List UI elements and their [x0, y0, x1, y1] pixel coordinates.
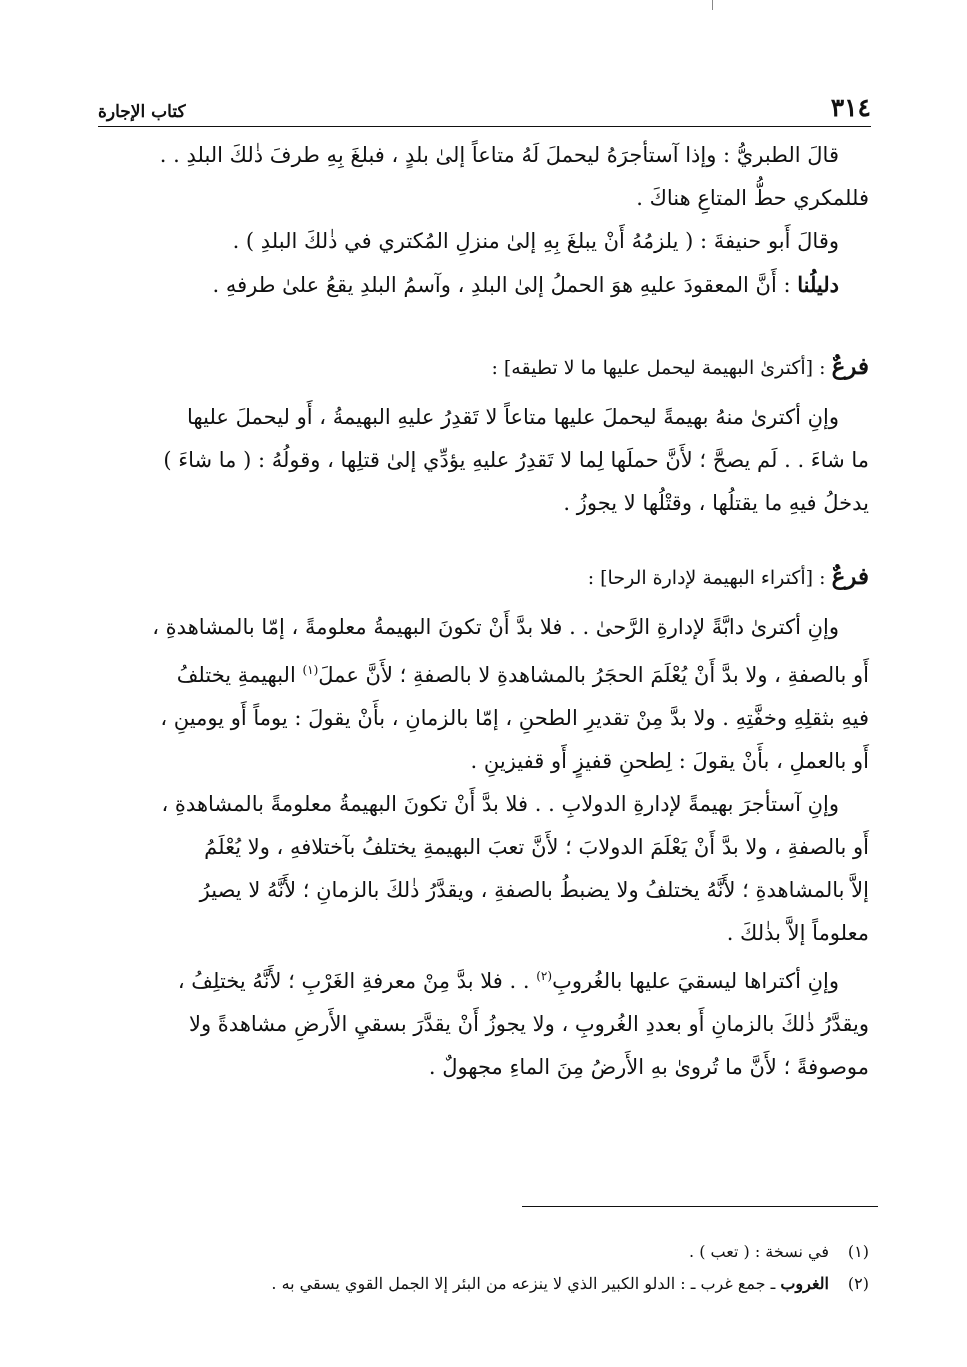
scan-mark [712, 0, 713, 10]
footnote-divider [522, 1206, 878, 1207]
running-title: كتاب الإجارة [98, 102, 186, 122]
spacer [100, 525, 869, 557]
text-line: أَو بالصفةِ ، ولا بدَّ أَنْ يَعْلَمَ الدولابَ ؛ لأَنَّ تعبَ البهيمةِ يختلفُ بآختلافهِ ، ولا يُعْلَمُ [204, 835, 869, 859]
paragraph-section-1 [100, 396, 869, 525]
text-line: وإنِ آستأجرَ بهيمةً لإدارةِ الدولابِ . . فلا بدَّ أَنْ تكونَ البهيمةُ معلومةً بالمشاهدةِ ، [161, 792, 839, 816]
footnote-marker[interactable]: (١) [302, 663, 319, 677]
footnote-text [271, 1268, 829, 1300]
text-line: البهيمةِ يختلفُ [176, 663, 303, 687]
text-line: يدخلُ فيهِ ما يقتلُها ، وقتْلُها لا يجوزُ . [563, 491, 869, 515]
page-number: ٣١٤ [830, 93, 871, 122]
footnote-number: (٢) [847, 1274, 869, 1293]
footnote-label: الغروب [780, 1274, 829, 1293]
text-line: معلوماً إلاَّ بذٰلكَ . [726, 921, 869, 945]
paragraph-evidence [100, 263, 869, 307]
footnote-number: (١) [847, 1242, 869, 1261]
text-line: أَو بالصفةِ ، ولا بدَّ أَنْ يُعْلَمَ الحجَرُ بالمشاهدةِ لا بالصفةِ ؛ لأَنَّ عملَ [318, 663, 869, 687]
text-line: وإنِ أكترىٰ دابَّةً لإدارةِ الرَّحىٰ . . فلا بدَّ أَنْ تكونَ البهيمةُ معلومةً ، إمّا بالمشاهدةِ ، [152, 615, 839, 639]
text-line: موصوفةً ؛ لأَنَّ ما تُروىٰ بهِ الأَرضُ مِنَ الماءِ مجهولٌ . [428, 1055, 869, 1079]
spacer [100, 307, 869, 347]
paragraph-buckets [100, 955, 869, 1089]
text-line: . . فلا بدَّ مِنْ معرفةِ الغَرْبِ ؛ لأَنَّهُ يختلِفُ ، [177, 969, 537, 993]
text-line: فيهِ بثقلِهِ وخفَّتِهِ . ولا بدَّ مِنْ تقديرِ الطحنِ ، إمّا بالزمانِ ، بأَنْ يقولَ : يوماً أَو يومينِ ، [160, 706, 869, 730]
text-line: : أَنَّ المعقودَ عليهِ هوَ الحملُ إلىٰ البلدِ ، وآسمُ البلدِ يقعُ علىٰ طرفهِ . [212, 273, 798, 297]
footnote-text [689, 1236, 829, 1268]
text-line: فللمكري حطُّ المتاعِ هناكَ . [636, 186, 869, 210]
paragraph-abu-hanifa [100, 220, 869, 263]
text-line: وإنِ أكترىٰ منهُ بهيمةً ليحملَ عليها متاعاً لا تَقدِرُ عليهِ البهيمةُ ، أَو ليحملَ عليها [187, 405, 839, 429]
far-label: فرعٌ [831, 353, 869, 380]
text-line: إلاَّ بالمشاهدةِ ؛ لأَنَّهُ يختلفُ ولا يضبطُ بالصفةِ ، ويقدَّرُ ذٰلكَ بالزمانِ ؛ لأَنَّهُ لا يصيرُ [199, 878, 869, 902]
text-line: قالَ الطبريُّ : وإذا آستأجرَهُ ليحملَ لَهُ متاعاً إلىٰ بلدٍ ، فبلغَ بِهِ طرفَ ذٰلكَ البلدِ . . [159, 143, 839, 167]
footnote-body: ـ جمع غرب ـ : الدلو الكبير الذي لا ينزعه من البئر إلا الجمل القوي يسقي به . [271, 1274, 781, 1293]
heading-text: : [أكتراء البهيمة لإدارة الرحا] : [587, 567, 832, 589]
text-line: وإنِ أكتراها ليسقيَ عليها بالغُروبِ [552, 969, 839, 993]
text-line: وقالَ أَبو حنيفةَ : ( يلزمُهُ أَنْ يبلغَ بِهِ إلىٰ منزلِ المُكتري في ذٰلكَ البلدِ ) . [232, 229, 839, 253]
text-line: ويقدَّرُ ذٰلكَ بالزمانِ أَو بعددِ الغُروبِ ، ولا يجوزُ أَنْ يقدَّرَ بسقيِ الأَرضِ مشاهدةً ولا [189, 1012, 869, 1036]
text-line: ما شاءَ . . لَم يصحَّ ؛ لأَنَّ حملَها لِما لا تَقدِرُ عليهِ يؤدِّي إلىٰ قتلِها ، وقولُهُ : ( ما شاءَ ) [163, 448, 869, 472]
footnote-1 [100, 1236, 869, 1268]
paragraph-tabari [100, 134, 869, 220]
evidence-label: دليلُنا [797, 272, 839, 297]
footnote-marker[interactable]: (٢) [536, 969, 553, 983]
section-heading-2 [100, 557, 869, 598]
page-header [98, 82, 871, 127]
footnote-2 [100, 1268, 869, 1300]
section-heading-1 [100, 347, 869, 388]
main-text [100, 134, 869, 1089]
paragraph-waterwheel [100, 783, 869, 955]
heading-text: : [أكترىٰ البهيمة ليحمل عليها ما لا تطيقه] : [491, 357, 832, 379]
far-label: فرعٌ [831, 563, 869, 590]
footnotes [100, 1236, 869, 1300]
paragraph-mill [100, 606, 869, 783]
text-line: أَو بالعملِ ، بأَنْ يقولَ : لِطحنِ قفيزٍ أَو قفيزينِ . [470, 749, 869, 773]
footnote-body: في نسخة : ( تعب ) . [689, 1242, 829, 1261]
